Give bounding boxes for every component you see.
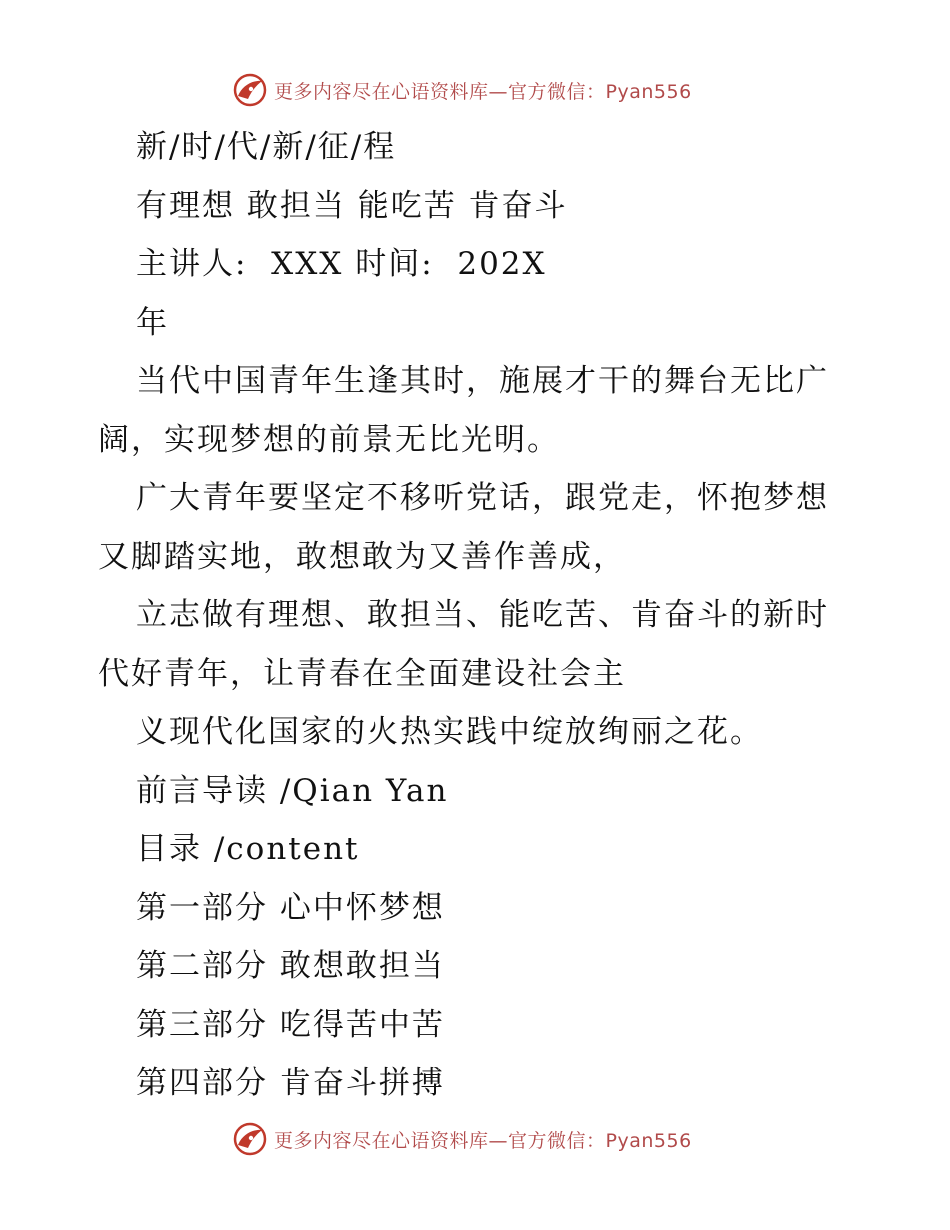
watermark-text: 更多内容尽在心语资料库—官方微信：Pyan556	[274, 80, 692, 103]
toc-item: 第一部分 心中怀梦想	[136, 889, 445, 926]
speaker-time-line: 主讲人: XXX 时间: 202X	[136, 246, 547, 282]
header-watermark	[232, 72, 692, 108]
document-body	[98, 118, 858, 1113]
pen-nib-logo-icon	[232, 1121, 268, 1157]
contents-heading: 目录 /content	[136, 831, 360, 867]
title-line: 新/时/代/新/征/程	[136, 129, 397, 165]
watermark-text: 更多内容尽在心语资料库—官方微信：Pyan556	[274, 1129, 692, 1152]
year-line: 年	[136, 304, 169, 341]
paragraph: 当代中国青年生逢其时，施展才干的舞台无比广阔，实现梦想的前景无比光明。	[98, 363, 829, 458]
toc-item: 第二部分 敢想敢担当	[136, 948, 445, 984]
footer-watermark	[232, 1121, 692, 1157]
subtitle-line: 有理想 敢担当 能吃苦 肯奋斗	[136, 187, 568, 224]
paragraph: 广大青年要坚定不移听党话，跟党走，怀抱梦想又脚踏实地，敢想敢为又善作善成，	[98, 480, 829, 575]
toc-item: 第三部分 吃得苦中苦	[136, 1006, 445, 1043]
preface-heading: 前言导读 /Qian Yan	[136, 772, 449, 809]
paragraph: 义现代化国家的火热实践中绽放绚丽之花。	[136, 714, 763, 750]
pen-nib-logo-icon	[232, 72, 268, 108]
paragraph: 立志做有理想、敢担当、能吃苦、肯奋斗的新时代好青年，让青春在全面建设社会主	[98, 597, 829, 692]
toc-item: 第四部分 肯奋斗拼搏	[136, 1065, 445, 1101]
